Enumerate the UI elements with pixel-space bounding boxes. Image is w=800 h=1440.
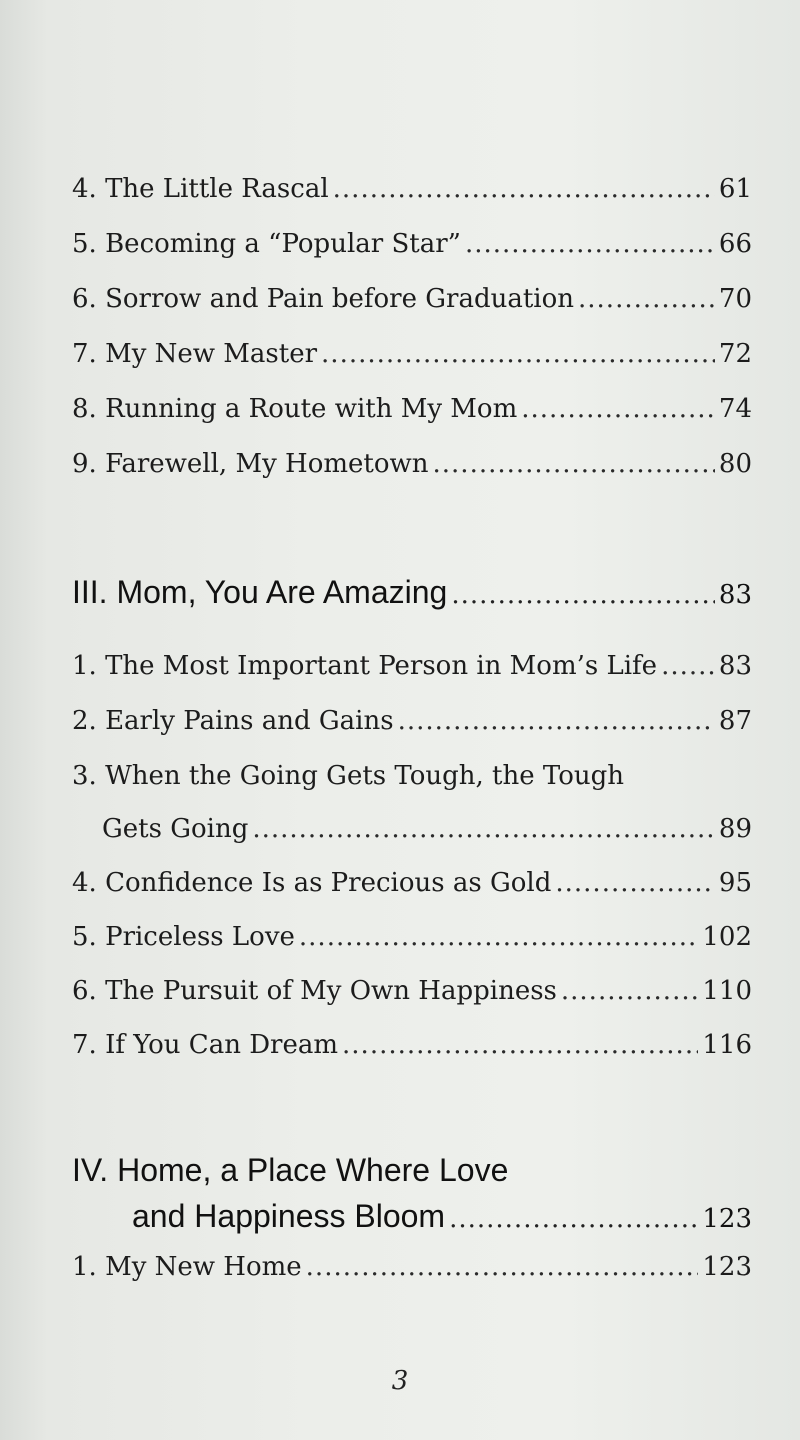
toc-entry [72, 449, 752, 489]
dot-leader [433, 449, 715, 479]
toc-entry [72, 706, 752, 746]
entry-title: 5. Becoming a “Popular Star” [72, 229, 461, 259]
page-number: 3 [391, 1366, 409, 1396]
toc-entry [72, 1252, 752, 1292]
dot-leader [578, 284, 715, 314]
entry-page: 87 [718, 706, 752, 736]
entry-title: Gets Going [102, 814, 249, 844]
dot-leader [252, 814, 715, 844]
entry-title: 9. Farewell, My Hometown [72, 449, 429, 479]
toc-entry [72, 976, 752, 1016]
entry-page: 83 [718, 651, 752, 681]
entry-title: 3. When the Going Gets Tough, the Tough [72, 761, 624, 791]
entry-page: 70 [718, 284, 752, 314]
entry-page: 61 [718, 174, 752, 204]
toc-entry [72, 922, 752, 962]
toc-entry [72, 761, 752, 801]
entry-title: 4. The Little Rascal [72, 174, 329, 204]
entry-title: 2. Early Pains and Gains [72, 706, 394, 736]
entry-page: 123 [702, 1252, 752, 1282]
dot-leader [398, 706, 715, 736]
dot-leader [561, 976, 698, 1006]
dot-leader [299, 922, 698, 952]
entry-page: 95 [718, 868, 752, 898]
dot-leader [661, 651, 715, 681]
entry-page: 89 [718, 814, 752, 844]
entry-title: 1. The Most Important Person in Mom’s Life [72, 651, 658, 681]
dot-leader [333, 174, 715, 204]
toc-entry [72, 174, 752, 214]
entry-title: 8. Running a Route with My Mom [72, 394, 518, 424]
entry-page: 80 [718, 449, 752, 479]
toc-entry [72, 651, 752, 691]
dot-leader [342, 1030, 698, 1060]
section-heading [72, 574, 752, 620]
dot-leader [451, 580, 715, 610]
dot-leader [449, 1204, 698, 1234]
entry-page: 72 [718, 339, 752, 369]
dot-leader [521, 394, 715, 424]
toc-entry [72, 1030, 752, 1070]
entry-title: 7. My New Master [72, 339, 318, 369]
dot-leader [321, 339, 715, 369]
toc-entry [72, 394, 752, 434]
entry-page: 102 [702, 922, 752, 952]
entry-title: 1. My New Home [72, 1252, 302, 1282]
entry-title: 5. Priceless Love [72, 922, 295, 952]
section-title-continued: and Happiness Bloom [132, 1198, 446, 1234]
section-heading [72, 1152, 752, 1244]
entry-title: 6. Sorrow and Pain before Graduation [72, 284, 575, 314]
entry-page: 110 [702, 976, 752, 1006]
entry-page: 66 [718, 229, 752, 259]
entry-title: 7. If You Can Dream [72, 1030, 339, 1060]
section-title: III. Mom, You Are Amazing [72, 574, 448, 610]
toc-entry [72, 339, 752, 379]
entry-page: 74 [718, 394, 752, 424]
entry-page: 116 [702, 1030, 752, 1060]
dot-leader [465, 229, 715, 259]
entry-title: 6. The Pursuit of My Own Happiness [72, 976, 557, 1006]
dot-leader [306, 1252, 699, 1282]
toc-entry [72, 284, 752, 324]
section-page: 83 [718, 580, 752, 610]
entry-title: 4. Confidence Is as Precious as Gold [72, 868, 552, 898]
dot-leader [555, 868, 715, 898]
toc-entry [72, 868, 752, 908]
section-page: 123 [702, 1204, 752, 1234]
section-title: IV. Home, a Place Where Love [72, 1152, 509, 1188]
toc-entry [72, 229, 752, 269]
toc-entry-continued [102, 814, 752, 854]
